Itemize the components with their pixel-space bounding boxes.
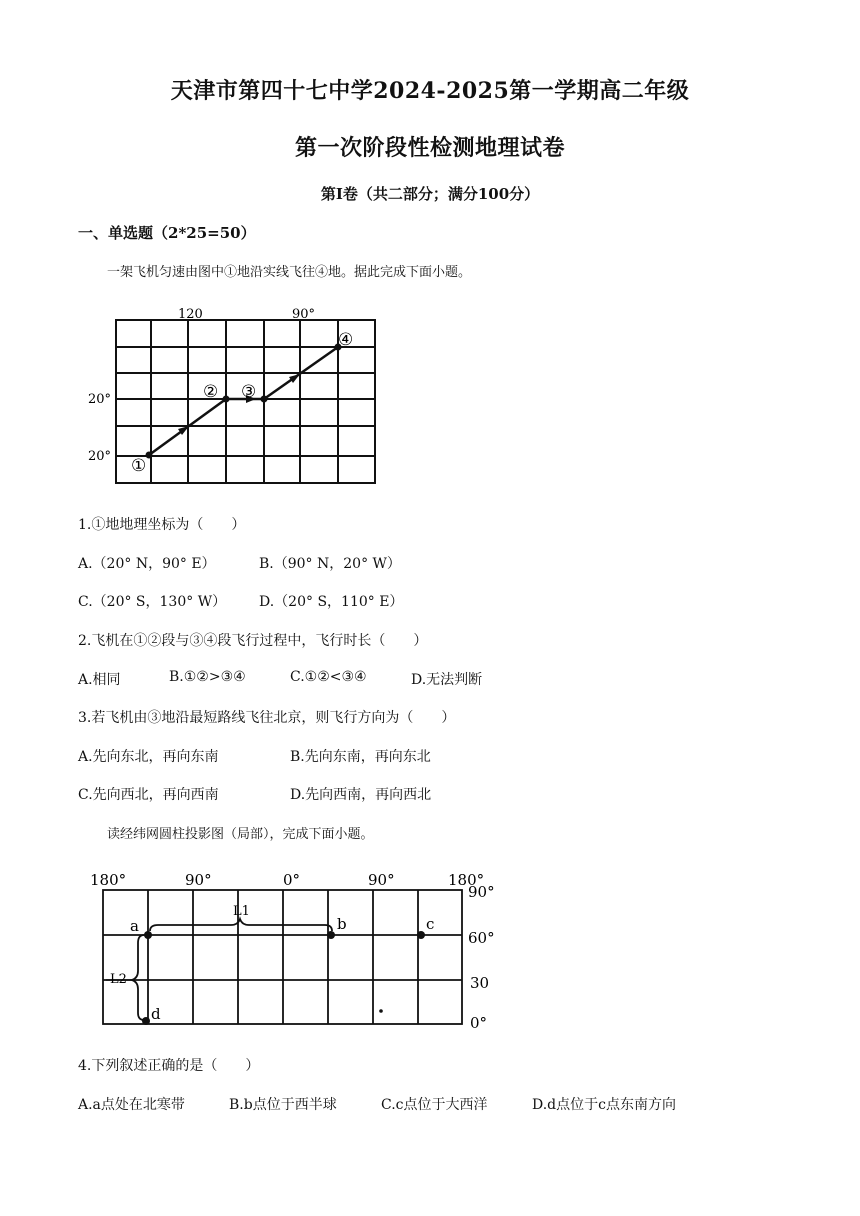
question-1-stem: 1.①地地理坐标为（ ）: [78, 517, 246, 533]
intro-figure1: 一架飞机匀速由图中①地沿实线飞往④地。据此完成下面小题。: [107, 265, 472, 280]
question-1-option-c[interactable]: C.（20° S，130° W）: [78, 594, 227, 610]
question-4-option-c[interactable]: C.c点位于大西洋: [381, 1097, 488, 1113]
lon-label-0: 0°: [283, 871, 301, 889]
lat-label-60: 60°: [468, 929, 495, 947]
point-label-4: ④: [338, 330, 354, 350]
point-dot: [146, 452, 153, 459]
point-label-b: b: [337, 915, 347, 933]
question-4-option-b[interactable]: B.b点位于西半球: [229, 1097, 337, 1113]
point-label-3: ③: [241, 382, 257, 402]
question-2-option-b[interactable]: B.①②>③④: [169, 669, 246, 685]
lon-label-180-left: 180°: [90, 871, 127, 889]
point-dot: [261, 396, 268, 403]
point-label-a: a: [130, 917, 139, 935]
question-2-option-d[interactable]: D.无法判断: [411, 672, 483, 688]
question-3-stem: 3.若飞机由③地沿最短路线飞往北京，则飞行方向为（ ）: [78, 710, 456, 726]
question-1-option-a[interactable]: A.（20° N，90° E）: [78, 556, 216, 572]
lon-label-180-right: 180°: [448, 871, 485, 889]
question-3-option-b[interactable]: B.先向东南，再向东北: [290, 749, 431, 765]
question-4-option-a[interactable]: A.a点处在北寒带: [78, 1097, 185, 1113]
intro-figure2: 读经纬网圆柱投影图（局部），完成下面小题。: [107, 827, 374, 842]
section-heading: 一、单选题（2*25=50）: [78, 224, 256, 242]
point-d-dot: [142, 1017, 150, 1025]
exam-title-line1: 天津市第四十七中学2024-2025第一学期高二年级: [170, 78, 690, 104]
brace-l1: [150, 919, 332, 931]
lat-label-30: 30: [470, 974, 490, 992]
point-label-c: c: [426, 915, 435, 933]
lon-label-90-west: 90°: [185, 871, 212, 889]
brace-l2: [132, 935, 144, 1020]
question-3-option-c[interactable]: C.先向西北，再向西南: [78, 787, 219, 803]
point-c-dot: [417, 931, 425, 939]
exam-subtitle: 第Ⅰ卷（共二部分；满分100分）: [320, 185, 540, 203]
point-dot: [223, 396, 230, 403]
lon-label-90: 90°: [292, 307, 316, 322]
question-2-option-a[interactable]: A.相同: [78, 672, 121, 688]
line-label-l2: L2: [110, 972, 127, 987]
lat-label-20-lower: 20°: [88, 449, 112, 464]
question-1-option-b[interactable]: B.（90° N，20° W）: [259, 556, 401, 572]
point-b-dot: [327, 931, 335, 939]
exam-title-line2: 第一次阶段性检测地理试卷: [294, 135, 565, 161]
flight-grid-map: [78, 298, 388, 493]
lon-label-120: 120: [178, 307, 203, 322]
lat-label-0: 0°: [470, 1014, 488, 1032]
question-4-option-d[interactable]: D.d点位于c点东南方向: [532, 1097, 676, 1113]
point-label-2: ②: [203, 382, 219, 402]
question-3-option-a[interactable]: A.先向东北，再向东南: [78, 749, 219, 765]
question-4-stem: 4.下列叙述正确的是（ ）: [78, 1058, 260, 1074]
question-2-stem: 2.飞机在①②段与③④段飞行过程中，飞行时长（ ）: [78, 633, 428, 649]
lon-label-90-east: 90°: [368, 871, 395, 889]
point-a-dot: [144, 931, 152, 939]
question-1-option-d[interactable]: D.（20° S，110° E）: [259, 594, 404, 610]
lat-label-20-upper: 20°: [88, 392, 112, 407]
point-label-d: d: [151, 1005, 161, 1023]
line-label-l1: L1: [233, 904, 250, 919]
graticule-projection-map: [88, 863, 503, 1035]
lat-label-90: 90°: [468, 883, 495, 901]
point-label-1: ①: [131, 456, 147, 476]
question-3-option-d[interactable]: D.先向西南，再向西北: [290, 787, 432, 803]
question-2-option-c[interactable]: C.①②<③④: [290, 669, 367, 685]
